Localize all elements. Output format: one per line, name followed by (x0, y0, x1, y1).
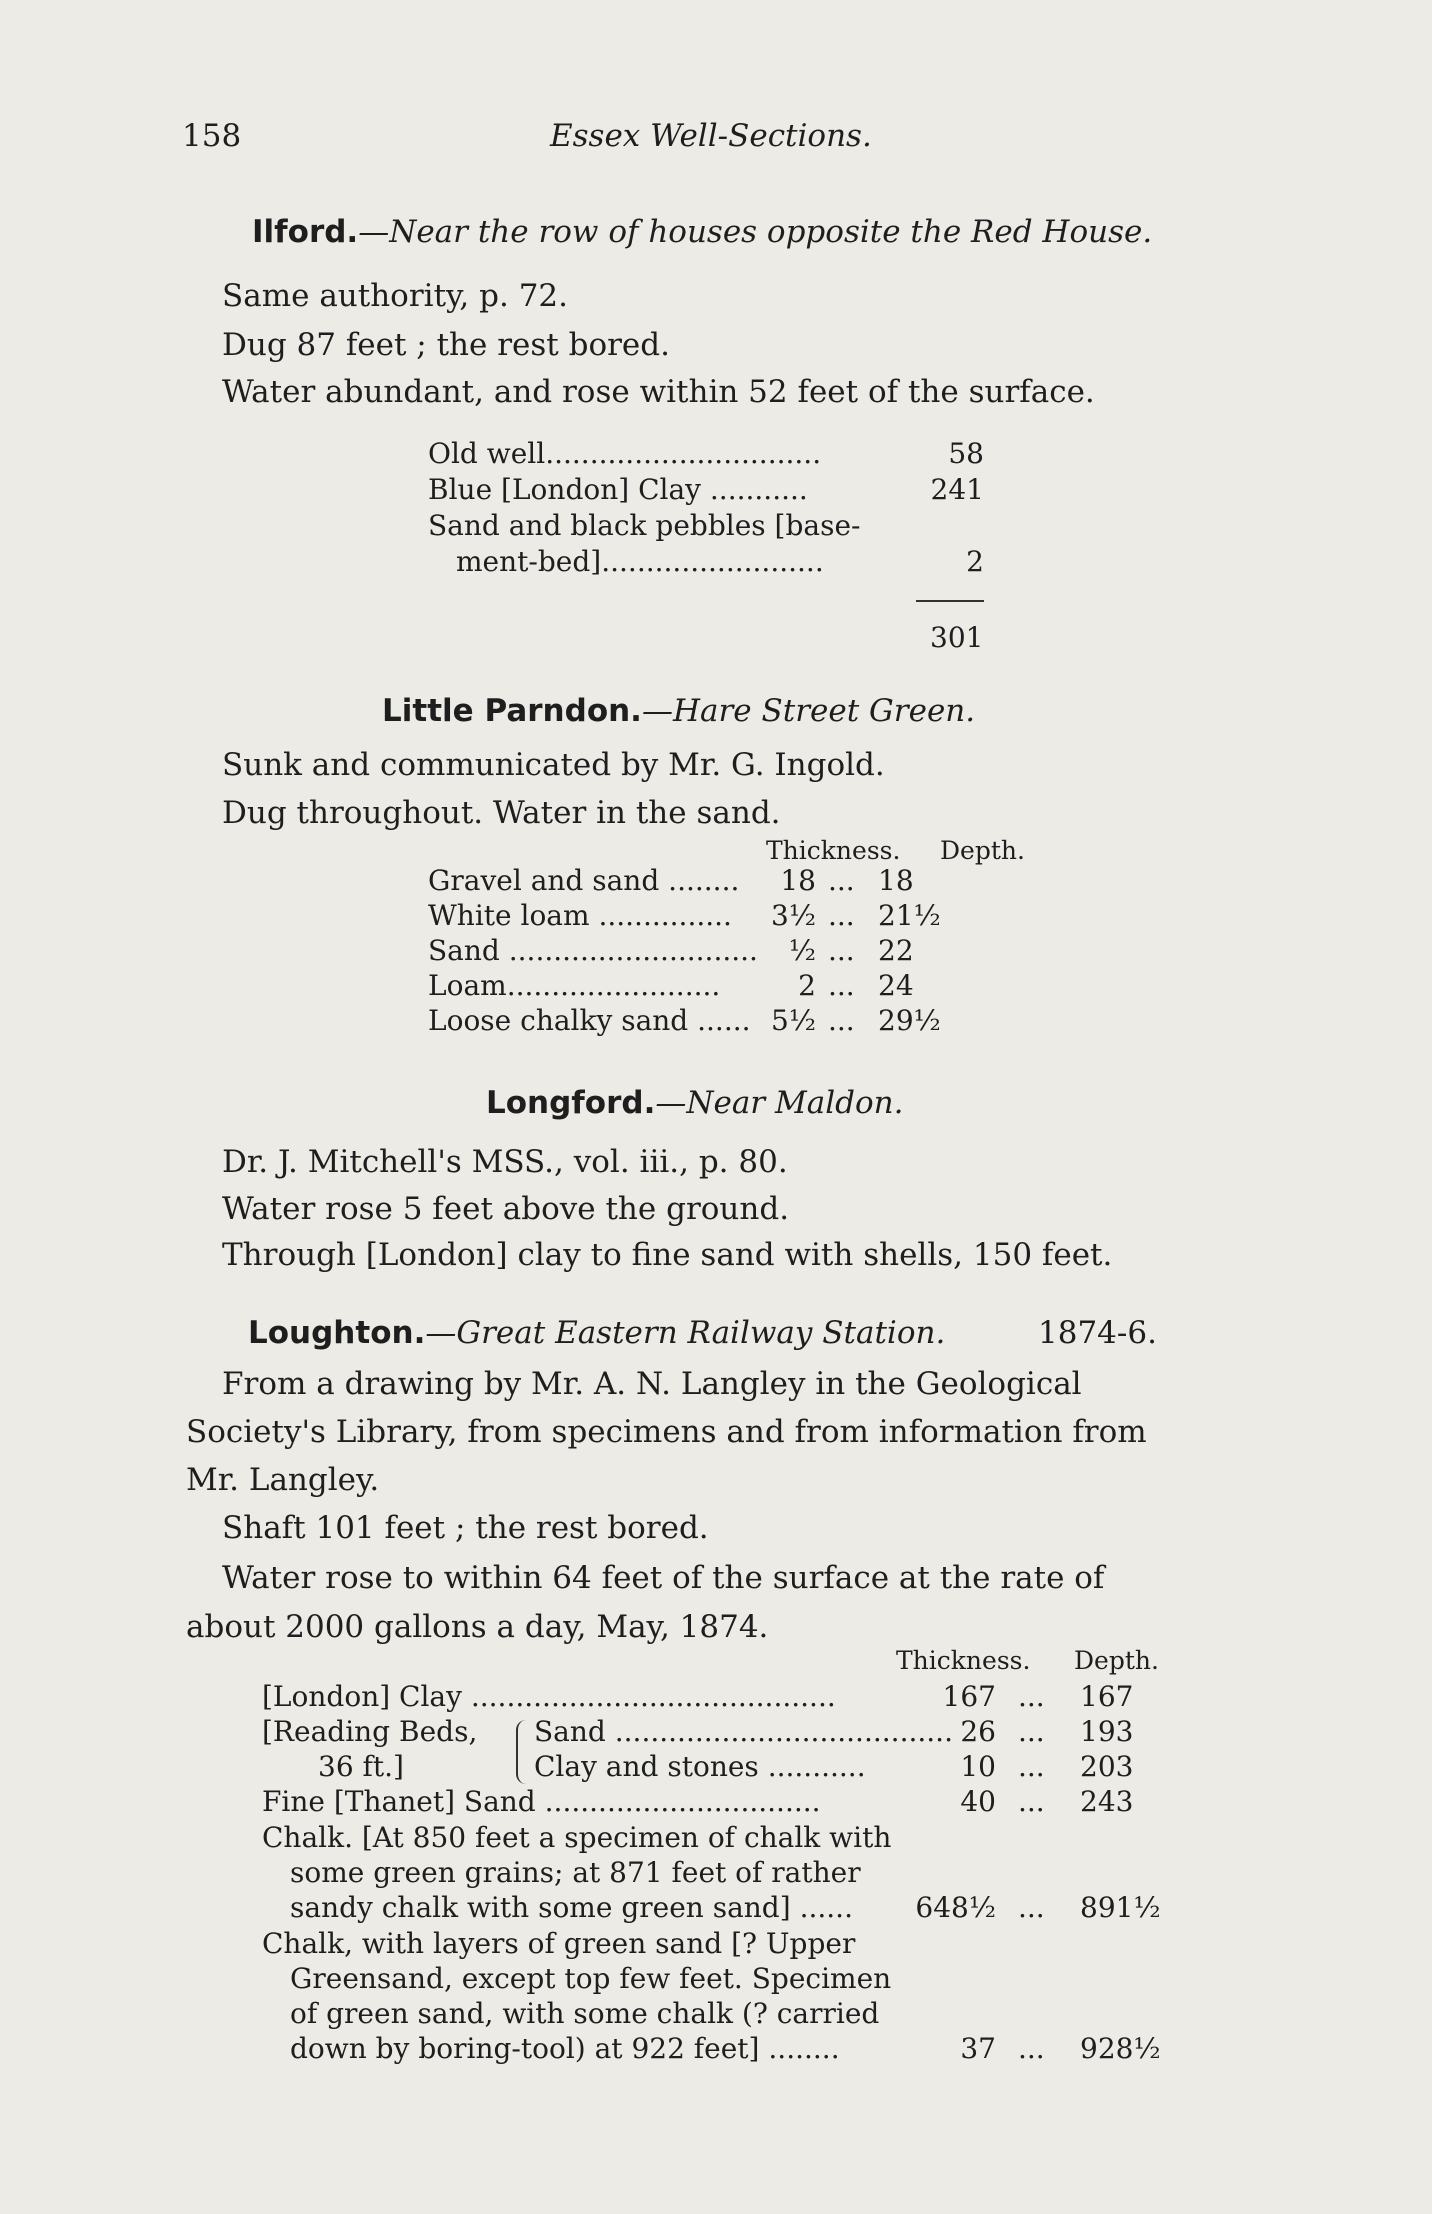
loughton-row-4 (262, 1784, 1172, 1820)
chalk2-line-3: of green sand, with some chalk (? carried (290, 1997, 880, 2030)
loughton-heading (248, 1309, 945, 1358)
parndon-col-depth: Depth. (940, 836, 1025, 865)
parndon-row-1 (428, 863, 984, 899)
row-dots: ............................... (544, 1785, 821, 1818)
row-dots: ............................ (508, 934, 758, 967)
row-depth: 891½ (1080, 1891, 1161, 1924)
loughton-line2: Shaft 101 feet ; the rest bored. (222, 1510, 709, 1546)
row-depth: 24 (878, 969, 914, 1002)
loughton-locality: —Great Eastern Railway Station. (425, 1315, 946, 1351)
row-label: Sand (534, 1715, 606, 1748)
running-title: Essex Well-Sections. (550, 118, 872, 154)
row-depth: 29½ (878, 1004, 941, 1037)
row-dots: ...................................... (614, 1715, 953, 1748)
row-label: Gravel and sand (428, 864, 660, 897)
loughton-row-2 (534, 1714, 1172, 1750)
row-sep: ... (1018, 1680, 1045, 1713)
ilford-locality: —Near the row of houses opposite the Red House. (358, 214, 1153, 250)
row-label: Fine [Thanet] Sand (262, 1785, 536, 1818)
row-thickness: 2 (798, 969, 816, 1002)
row-depth: 167 (1080, 1680, 1134, 1713)
row-dots: ........ (668, 864, 740, 897)
loughton-col-thickness: Thickness. (896, 1646, 1031, 1675)
row-thickness: 26 (960, 1715, 996, 1748)
parndon-locality: —Hare Street Green. (641, 693, 976, 729)
longford-line-1: Dr. J. Mitchell's MSS., vol. iii., p. 80. (222, 1144, 788, 1180)
row-value: 58 (948, 437, 984, 470)
longford-line-2: Water rose 5 feet above the ground. (222, 1191, 790, 1227)
row-thickness: 648½ (915, 1891, 996, 1924)
row-label: ment-bed] (456, 545, 602, 578)
loughton-para3-line-1: Water rose to within 64 feet of the surface at the rate of (222, 1560, 1105, 1596)
row-label: White loam (428, 899, 590, 932)
row-thickness: 10 (960, 1750, 996, 1783)
row-sep: ... (828, 1004, 855, 1037)
loughton-date: 1874-6. (1038, 1315, 1157, 1351)
row-label: Loose chalky sand (428, 1004, 689, 1037)
loughton-name: Loughton. (248, 1315, 426, 1351)
loughton-row-1 (262, 1679, 1172, 1715)
row-sep: ... (1018, 1715, 1045, 1748)
chalk1-line-2: some green grains; at 871 feet of rather (290, 1856, 861, 1889)
row-value: 2 (966, 545, 984, 578)
row-label: Blue [London] Clay (428, 473, 701, 506)
row-label: down by boring-tool) at 922 feet] (290, 2032, 760, 2065)
chalk2-line-2: Greensand, except top few feet. Specimen (290, 1962, 892, 1995)
chalk1-line-3 (290, 1890, 1172, 1926)
loughton-row-3 (534, 1749, 1172, 1785)
loughton-para1-line-1: From a drawing by Mr. A. N. Langley in the Geological (222, 1366, 1082, 1402)
row-label: Sand and black pebbles [base- (428, 509, 861, 542)
longford-locality: —Near Maldon. (655, 1085, 904, 1121)
ilford-total-rule (916, 600, 984, 602)
row-dots: ............................... (545, 437, 822, 470)
ilford-heading (252, 208, 1152, 257)
row-dots: ............... (598, 899, 732, 932)
loughton-para1-line-2: Society's Library, from specimens and from information from (186, 1414, 1147, 1450)
row-depth: 22 (878, 934, 914, 967)
row-dots: ........ (768, 2032, 840, 2065)
parndon-line-1: Sunk and communicated by Mr. G. Ingold. (222, 747, 885, 783)
row-label: Sand (428, 934, 500, 967)
row-dots: ...... (799, 1891, 853, 1924)
loughton-para3-line-2: about 2000 gallons a day, May, 1874. (186, 1609, 769, 1645)
reading-beds-group: [Reading Beds, (262, 1715, 478, 1748)
row-dots: ......................................... (470, 1680, 836, 1713)
row-thickness: 40 (960, 1785, 996, 1818)
row-thickness: ½ (788, 934, 816, 967)
parndon-heading (382, 687, 975, 736)
row-label: sandy chalk with some green sand] (290, 1891, 791, 1924)
parndon-row-2 (428, 898, 984, 934)
row-sep: ... (1018, 1750, 1045, 1783)
row-depth: 21½ (878, 899, 941, 932)
parndon-col-thickness: Thickness. (766, 836, 901, 865)
page-number: 158 (182, 118, 242, 154)
row-label: Clay and stones (534, 1750, 759, 1783)
loughton-col-depth: Depth. (1074, 1646, 1159, 1675)
chalk2-line-4 (290, 2031, 1172, 2067)
ilford-line-1: Same authority, p. 72. (222, 278, 568, 314)
ilford-row-3 (428, 508, 860, 544)
longford-line-3: Through [London] clay to fine sand with shells, 150 feet. (222, 1237, 1113, 1273)
row-thickness: 3½ (771, 899, 816, 932)
row-thickness: 18 (780, 864, 816, 897)
row-label: [London] Clay (262, 1680, 462, 1713)
row-dots: ........... (767, 1750, 866, 1783)
row-label: Old well (428, 437, 546, 470)
row-thickness: 5½ (771, 1004, 816, 1037)
reading-beds-thickness-note: 36 ft.] (318, 1750, 404, 1783)
chalk1-line-1: Chalk. [At 850 feet a specimen of chalk with (262, 1821, 892, 1854)
ilford-name: Ilford. (252, 214, 359, 250)
parndon-row-4 (428, 968, 984, 1004)
row-value: 241 (930, 473, 984, 506)
parndon-line-2: Dug throughout. Water in the sand. (222, 795, 781, 831)
longford-name: Longford. (486, 1085, 656, 1121)
longford-heading (486, 1079, 903, 1128)
row-depth: 18 (878, 864, 914, 897)
row-depth: 203 (1080, 1750, 1134, 1783)
chalk2-line-1: Chalk, with layers of green sand [? Upper (262, 1927, 856, 1960)
parndon-row-3 (428, 933, 984, 969)
ilford-line-3: Water abundant, and rose within 52 feet of the surface. (222, 374, 1095, 410)
row-depth: 193 (1080, 1715, 1134, 1748)
row-sep: ... (828, 934, 855, 967)
row-depth: 243 (1080, 1785, 1134, 1818)
reading-beds-brace (516, 1720, 528, 1784)
row-sep: ... (1018, 1891, 1045, 1924)
ilford-line-2: Dug 87 feet ; the rest bored. (222, 327, 670, 363)
row-sep: ... (828, 969, 855, 1002)
parndon-row-5 (428, 1003, 984, 1039)
row-thickness: 37 (960, 2032, 996, 2065)
row-sep: ... (828, 864, 855, 897)
ilford-row-4 (456, 544, 984, 580)
row-sep: ... (1018, 1785, 1045, 1818)
row-label: Loam (428, 969, 507, 1002)
row-sep: ... (828, 899, 855, 932)
ilford-total: 301 (930, 621, 984, 654)
parndon-name: Little Parndon. (382, 693, 642, 729)
row-dots: ........................ (506, 969, 721, 1002)
row-sep: ... (1018, 2032, 1045, 2065)
row-dots: ...... (697, 1004, 751, 1037)
row-dots: ......................... (601, 545, 824, 578)
row-depth: 928½ (1080, 2032, 1161, 2065)
row-thickness: 167 (942, 1680, 996, 1713)
ilford-row-1 (428, 436, 984, 472)
ilford-row-2 (428, 472, 984, 508)
row-dots: ........... (709, 473, 808, 506)
loughton-para1-line-3: Mr. Langley. (186, 1462, 380, 1498)
